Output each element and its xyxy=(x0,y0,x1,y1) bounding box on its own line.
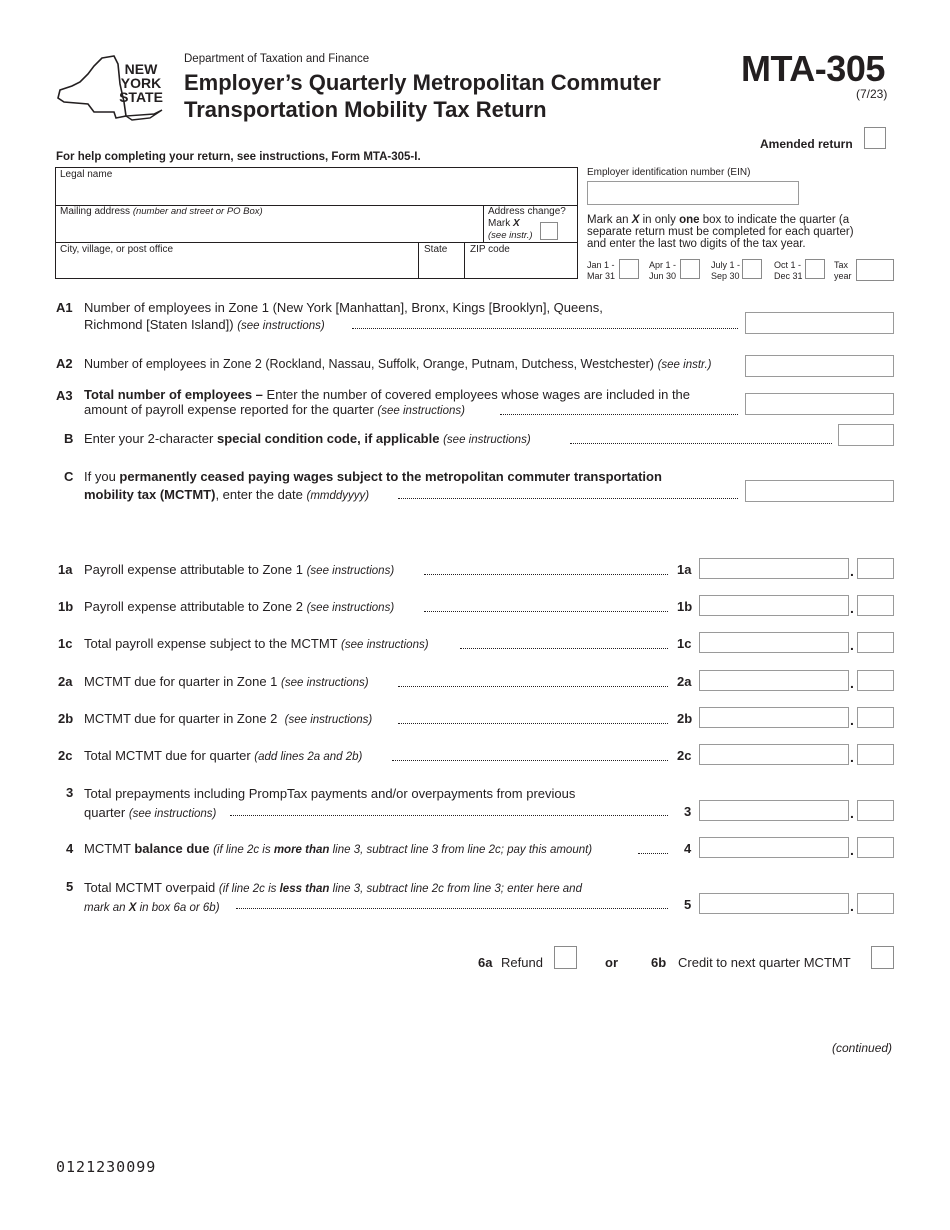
line-number: 2b xyxy=(58,711,74,726)
divider xyxy=(418,242,419,279)
quarter-q4-checkbox[interactable] xyxy=(805,259,825,279)
overpaid-cents-input[interactable] xyxy=(857,893,894,914)
decimal-point: . xyxy=(850,842,854,858)
refund-checkbox[interactable] xyxy=(554,946,577,969)
line-text: Payroll expense attributable to Zone 1 (see instructions) xyxy=(84,562,395,577)
total-employees-input[interactable] xyxy=(745,393,894,415)
mailing-address-note: (number and street or PO Box) xyxy=(132,206,263,217)
logo-word-state: STATE xyxy=(119,89,163,105)
leader-dots xyxy=(230,815,668,816)
credit-checkbox[interactable] xyxy=(871,946,894,969)
leader-dots xyxy=(236,908,668,909)
prepayments-dollars-input[interactable] xyxy=(699,800,849,821)
total-mctmt-dollars-input[interactable] xyxy=(699,744,849,765)
leader-dots xyxy=(424,611,668,612)
line-c-text xyxy=(84,468,662,505)
line-note: (see instr.) xyxy=(657,359,712,371)
line-text: MCTMT due for quarter in Zone 1 (see instructions) xyxy=(84,674,369,689)
line-ref: 1b xyxy=(677,599,693,614)
decimal-point: . xyxy=(850,712,854,728)
line-number: 5 xyxy=(66,879,74,894)
line-note: (see instructions) xyxy=(443,434,531,446)
line-a1-text xyxy=(84,299,603,335)
logo-word-new: NEW xyxy=(124,61,158,77)
quarter-instructions xyxy=(587,214,854,250)
line-number: 6b xyxy=(651,955,667,970)
line-ref: 5 xyxy=(684,897,692,912)
line-text: Enter your 2-character xyxy=(84,431,214,446)
zip-field[interactable]: ZIP code xyxy=(470,244,510,255)
tax-year-input[interactable] xyxy=(856,259,894,281)
line-3-text: Total prepayments including PrompTax payments and/or overpayments from previous quarter (see instructions) xyxy=(84,786,576,820)
quarter-q1-checkbox[interactable] xyxy=(619,259,639,279)
line-number: 1a xyxy=(58,562,73,577)
line-number: 6a xyxy=(478,955,493,970)
mark-text: Mark xyxy=(488,218,511,229)
line-note: (see instructions) xyxy=(377,405,465,417)
line-number: 2c xyxy=(58,748,73,763)
or-label: or xyxy=(605,955,618,970)
instr-text: Mark an xyxy=(587,214,629,226)
line-text: Richmond [Staten Island]) xyxy=(84,317,234,332)
line-number: A2 xyxy=(56,356,73,371)
tax-year-label: Tax year xyxy=(834,260,852,281)
total-payroll-dollars-input[interactable] xyxy=(699,632,849,653)
line-text: Total payroll expense subject to the MCTMT (see instructions) xyxy=(84,636,429,651)
line-5-text: Total MCTMT overpaid (if line 2c is less than line 3, subtract line 2c from line 3; enter here and mark an X in box 6a or 6b) xyxy=(84,880,582,914)
scan-line-number: 0121230099 xyxy=(56,1158,157,1176)
decimal-point: . xyxy=(850,749,854,765)
department-name: Department of Taxation and Finance xyxy=(184,53,370,65)
payroll-zone2-cents-input[interactable] xyxy=(857,595,894,616)
amended-return-checkbox[interactable] xyxy=(864,127,886,149)
line-ref: 1a xyxy=(677,562,692,577)
line-text: If you xyxy=(84,469,116,484)
line-text: , enter the date xyxy=(215,487,303,502)
leader-dots xyxy=(424,574,668,575)
prepayments-cents-input[interactable] xyxy=(857,800,894,821)
form-revision: (7/23) xyxy=(856,87,888,101)
line-number: 1b xyxy=(58,599,74,614)
decimal-point: . xyxy=(850,637,854,653)
leader-dots xyxy=(570,443,832,444)
leader-dots xyxy=(398,723,668,724)
line-ref: 2a xyxy=(677,674,692,689)
line-note: (mmddyyyy) xyxy=(306,490,370,502)
form-title-line1: Employer’s Quarterly Metropolitan Commuter xyxy=(184,70,661,95)
employees-zone2-input[interactable] xyxy=(745,355,894,377)
line-bold: Total number of employees – xyxy=(84,387,263,402)
decimal-point: . xyxy=(850,898,854,914)
state-field[interactable]: State xyxy=(424,244,448,255)
help-text: For help completing your return, see instructions, Form MTA-305-I. xyxy=(56,151,421,163)
line-text: amount of payroll expense reported for the quarter xyxy=(84,402,374,417)
quarter-label-q2: Apr 1 - Jun 30 xyxy=(649,260,677,281)
line-number: 3 xyxy=(66,785,74,800)
form-title-line2: Transportation Mobility Tax Return xyxy=(184,97,547,122)
mctmt-zone1-cents-input[interactable] xyxy=(857,670,894,691)
ceased-date-input[interactable] xyxy=(745,480,894,502)
line-text: MCTMT due for quarter in Zone 2 (see instructions) xyxy=(84,711,373,726)
continued-note: (continued) xyxy=(832,1041,893,1055)
mctmt-zone2-dollars-input[interactable] xyxy=(699,707,849,728)
leader-dots xyxy=(460,648,668,649)
balance-due-cents-input[interactable] xyxy=(857,837,894,858)
line-ref: 3 xyxy=(684,804,692,819)
see-instr-note: (see instr.) xyxy=(488,230,533,241)
line-number: B xyxy=(64,431,74,446)
payroll-zone1-dollars-input[interactable] xyxy=(699,558,849,579)
city-field[interactable]: City, village, or post office xyxy=(60,244,174,255)
line-text: Number of employees in Zone 1 (New York [Manhattan], Bronx, Kings [Brooklyn], Queens, xyxy=(84,300,603,315)
nys-logo xyxy=(54,54,169,124)
divider xyxy=(55,242,578,243)
mctmt-zone2-cents-input[interactable] xyxy=(857,707,894,728)
mailing-address-label: Mailing address xyxy=(60,206,131,217)
amended-return-label: Amended return xyxy=(760,137,853,151)
mark-x-label xyxy=(488,218,520,229)
payroll-zone2-dollars-input[interactable] xyxy=(699,595,849,616)
balance-due-dollars-input[interactable] xyxy=(699,837,849,858)
leader-dots xyxy=(398,498,738,499)
leader-dots xyxy=(500,414,738,415)
line-ref: 1c xyxy=(677,636,692,651)
line-number: A3 xyxy=(56,388,73,403)
form-number: MTA-305 xyxy=(741,48,885,89)
line-bold: permanently ceased paying wages subject to the metropolitan commuter transportation xyxy=(119,469,662,484)
line-number: 2a xyxy=(58,674,73,689)
line-ref: 2c xyxy=(677,748,692,763)
instr-text: box to indicate the quarter (a xyxy=(702,214,850,226)
line-ref: 4 xyxy=(684,841,692,856)
quarter-label-q3: July 1 - Sep 30 xyxy=(711,260,741,281)
line-note: (see instructions) xyxy=(237,320,325,332)
instr-line3: and enter the last two digits of the tax year. xyxy=(587,238,806,250)
line-bold: mobility tax (MCTMT) xyxy=(84,487,216,502)
total-mctmt-cents-input[interactable] xyxy=(857,744,894,765)
quarter-label-q1: Jan 1 - Mar 31 xyxy=(587,260,616,281)
line-number: 1c xyxy=(58,636,73,651)
line-ref: 2b xyxy=(677,711,693,726)
mark-x-letter: X xyxy=(513,218,520,229)
quarter-q2-checkbox[interactable] xyxy=(680,259,700,279)
line-4-text: MCTMT balance due (if line 2c is more than line 3, subtract line 3 from line 2c; pay this amount) xyxy=(84,841,593,856)
instr-x: X xyxy=(631,214,640,226)
mailing-address-field[interactable] xyxy=(60,206,263,217)
decimal-point: . xyxy=(850,563,854,579)
credit-label: Credit to next quarter MCTMT xyxy=(678,955,851,970)
leader-dots xyxy=(398,686,668,687)
address-change-checkbox[interactable] xyxy=(540,222,558,240)
address-change-label: Address change? xyxy=(488,206,566,217)
line-b-text xyxy=(84,430,531,449)
decimal-point: . xyxy=(850,805,854,821)
line-number: A1 xyxy=(56,300,73,315)
leader-dots xyxy=(638,853,668,854)
leader-dots xyxy=(352,328,738,329)
line-number: C xyxy=(64,469,74,484)
instr-line2: separate return must be completed for each quarter) xyxy=(587,226,854,238)
mctmt-zone1-dollars-input[interactable] xyxy=(699,670,849,691)
divider xyxy=(483,205,484,242)
line-a2-text xyxy=(84,355,711,374)
legal-name-field[interactable]: Legal name xyxy=(60,169,113,180)
special-condition-code-input[interactable] xyxy=(838,424,894,446)
overpaid-dollars-input[interactable] xyxy=(699,893,849,914)
line-number: 4 xyxy=(66,841,74,856)
total-payroll-cents-input[interactable] xyxy=(857,632,894,653)
line-text: Number of employees in Zone 2 (Rockland, Nassau, Suffolk, Orange, Putnam, Dutchess, Westchester) xyxy=(84,357,654,371)
divider xyxy=(464,242,465,279)
quarter-label-q4: Oct 1 - Dec 31 xyxy=(774,260,803,281)
instr-one: one xyxy=(679,214,700,226)
logo-word-york: YORK xyxy=(120,75,162,91)
line-text: Total MCTMT due for quarter (add lines 2a and 2b) xyxy=(84,748,363,763)
instr-text: in only xyxy=(642,214,676,226)
decimal-point: . xyxy=(850,600,854,616)
employees-zone1-input[interactable] xyxy=(745,312,894,334)
line-bold: special condition code, if applicable xyxy=(216,431,440,446)
ein-input[interactable] xyxy=(587,181,799,205)
quarter-q3-checkbox[interactable] xyxy=(742,259,762,279)
ein-label: Employer identification number (EIN) xyxy=(587,167,751,178)
payroll-zone1-cents-input[interactable] xyxy=(857,558,894,579)
line-text: Enter the number of covered employees whose wages are included in the xyxy=(266,387,691,402)
refund-label: Refund xyxy=(501,955,543,970)
leader-dots xyxy=(392,760,668,761)
line-text: Payroll expense attributable to Zone 2 (see instructions) xyxy=(84,599,395,614)
decimal-point: . xyxy=(850,675,854,691)
